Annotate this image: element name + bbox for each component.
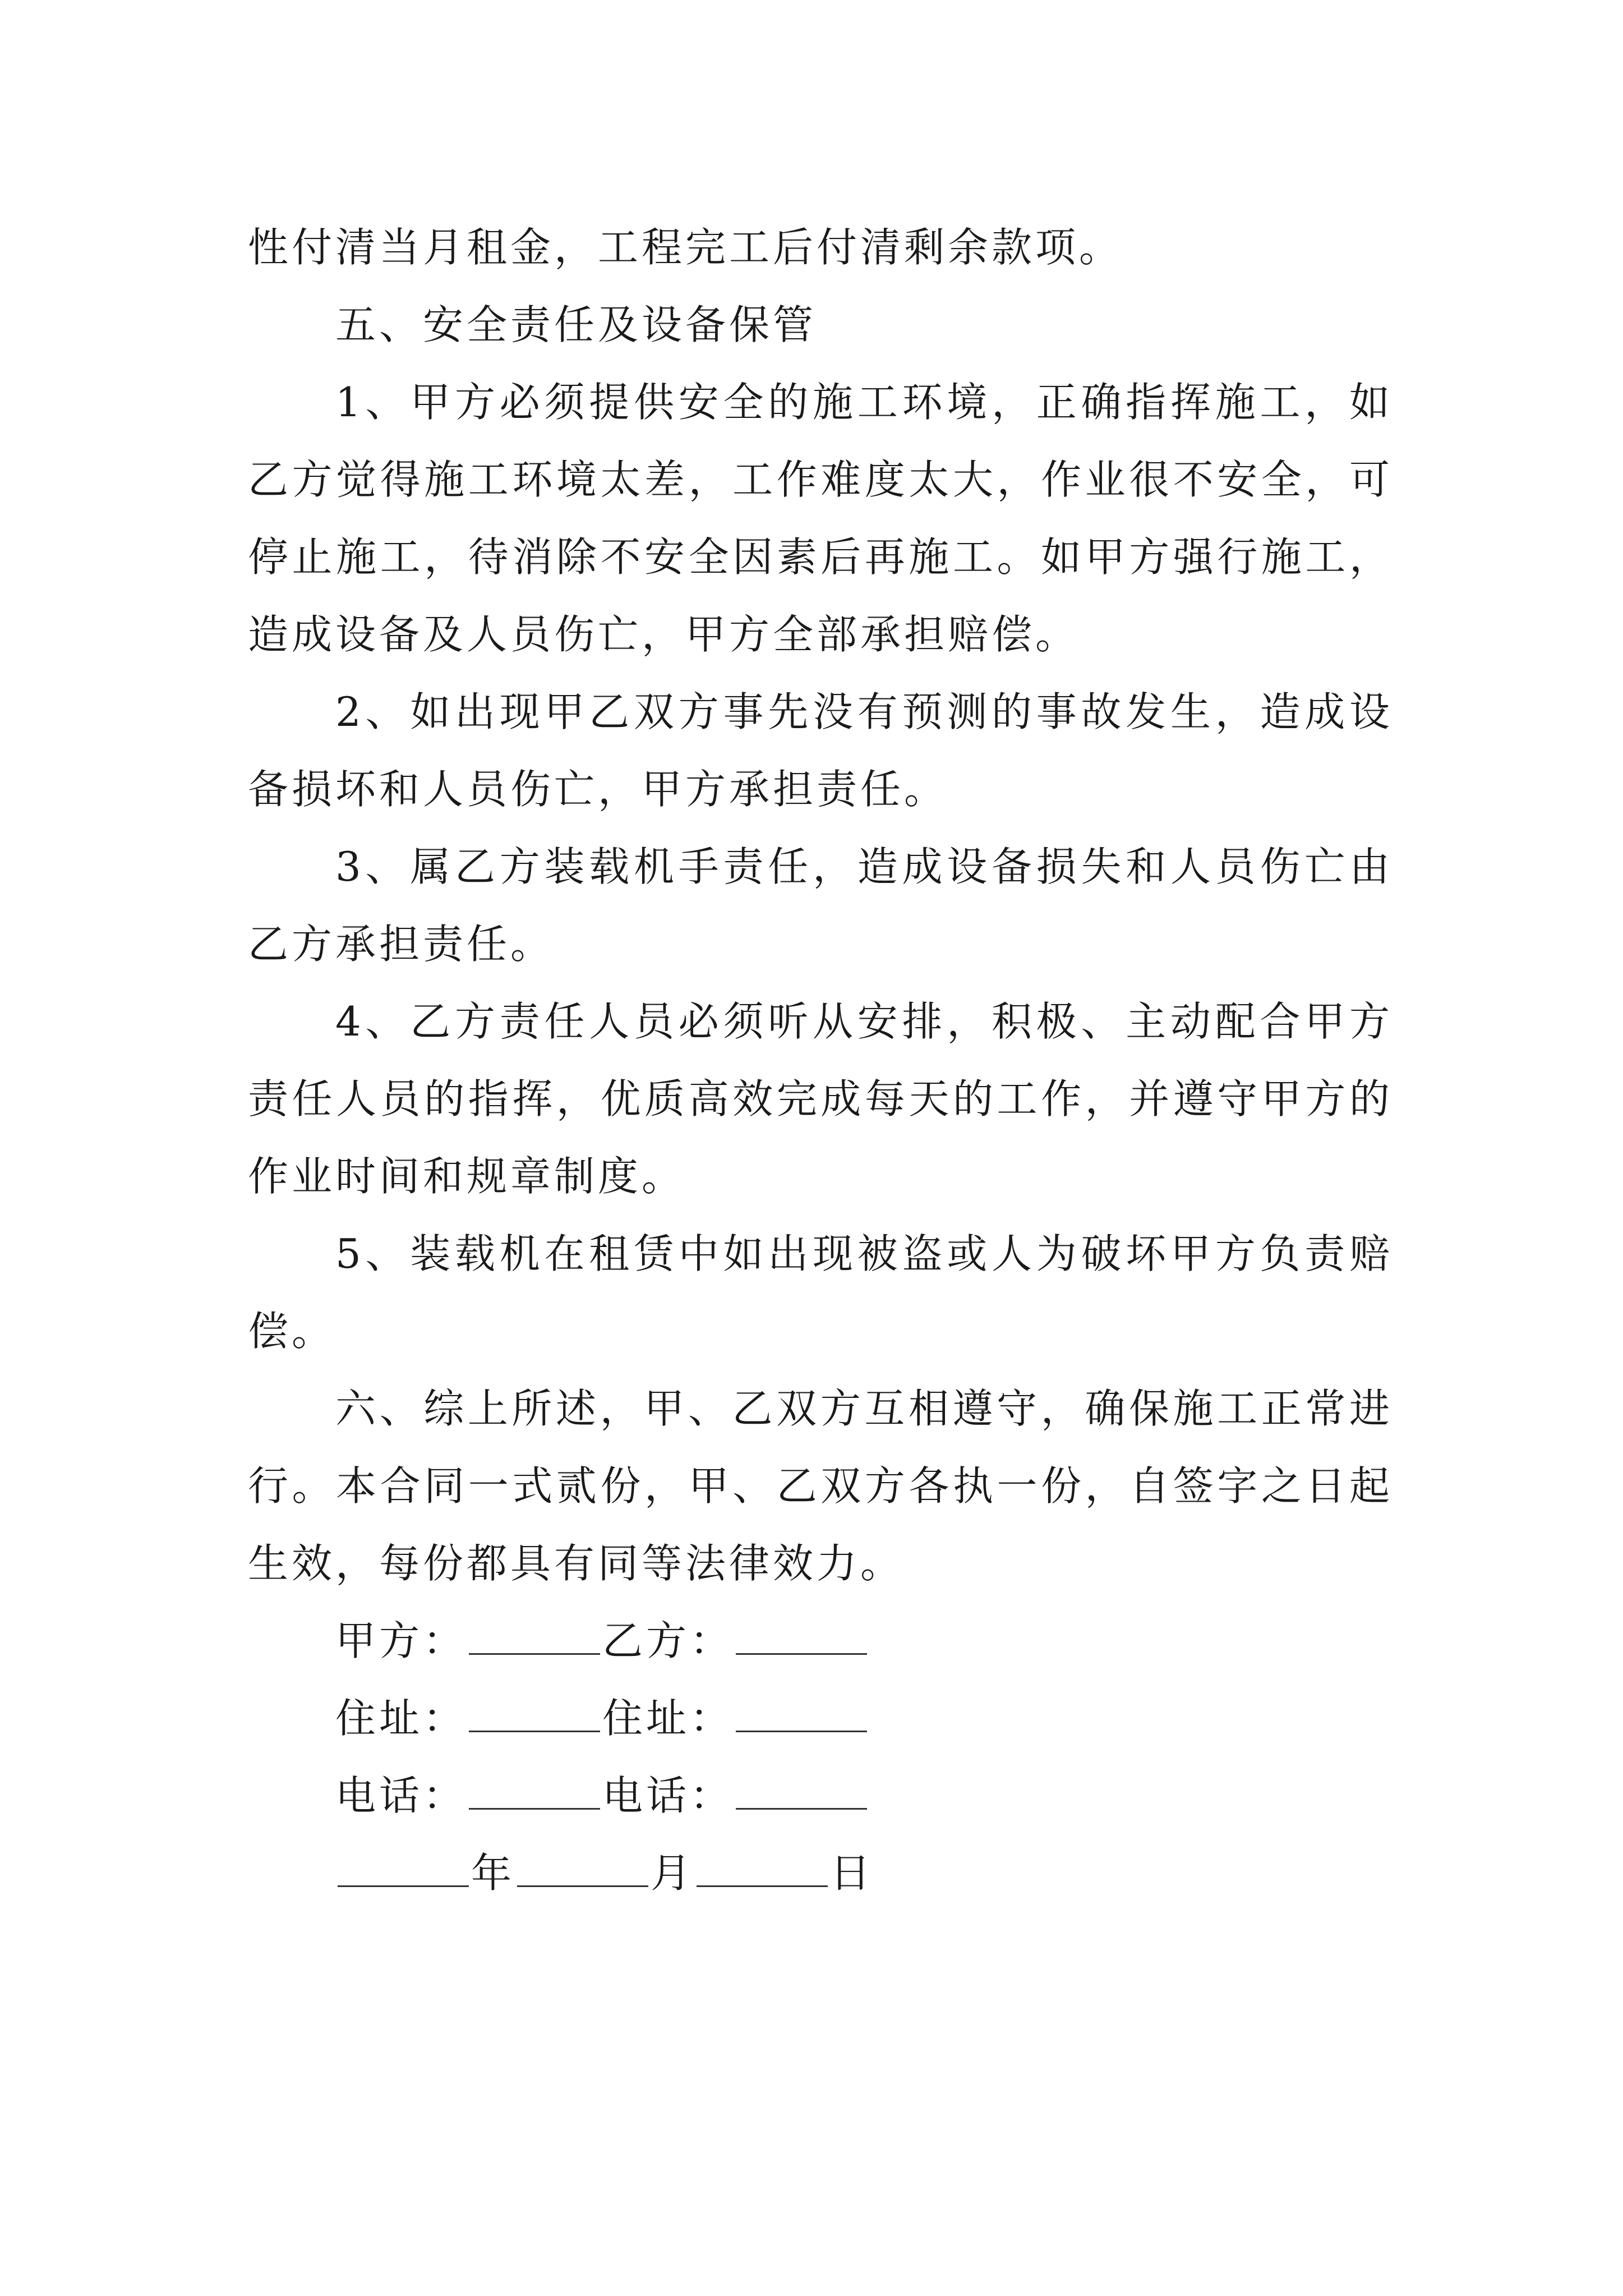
party-b-label: 乙方： [602,1617,734,1664]
clause-3: 3、属乙方装载机手责任，造成设备损失和人员伤亡由乙方承担责任。 [248,843,1393,968]
party-b-blank[interactable] [736,1613,867,1655]
signature-phone-line [335,1757,1393,1834]
address-b-blank[interactable] [736,1690,867,1732]
party-a-blank[interactable] [469,1613,600,1655]
clause-2: 2、如出现甲乙双方事先没有预测的事故发生，造成设备损坏和人员伤亡，甲方承担责任。 [248,688,1393,813]
phone-b-blank[interactable] [736,1768,867,1810]
address-a-label: 住址： [335,1695,467,1742]
signature-date-line [335,1834,1393,1912]
clause-1: 1、甲方必须提供安全的施工环境，正确指挥施工，如乙方觉得施工环境太差，工作难度太大，作业很不安全，可停止施工，待消除不安全因素后再施工。如甲方强行施工，造成设备及人员伤亡，甲方全部承担赔偿。 [248,379,1393,658]
signature-address-line [335,1680,1393,1757]
day-label: 日 [830,1849,874,1897]
day-blank[interactable] [697,1845,828,1887]
month-blank[interactable] [517,1845,648,1887]
document-body [248,209,1393,1912]
clause-5: 5、装载机在租赁中如出现被盗或人为破坏甲方负责赔偿。 [248,1230,1393,1355]
section-six-summary: 六、综上所述，甲、乙双方互相遵守，确保施工正常进行。本合同一式贰份，甲、乙双方各执一份，自签字之日起生效，每份都具有同等法律效力。 [248,1385,1393,1587]
address-b-label: 住址： [602,1695,734,1742]
clause-4: 4、乙方责任人员必须听从安排，积极、主动配合甲方责任人员的指挥，优质高效完成每天的工作，并遵守甲方的作业时间和规章制度。 [248,998,1393,1200]
phone-a-blank[interactable] [469,1768,600,1810]
signature-block [248,1602,1393,1912]
signature-party-line [335,1602,1393,1680]
phone-a-label: 电话： [335,1772,467,1819]
phone-b-label: 电话： [602,1772,734,1819]
year-label: 年 [471,1849,515,1897]
paragraph-payment-terms: 性付清当月租金，工程完工后付清剩余款项。 [248,224,1123,271]
party-a-label: 甲方： [335,1617,467,1664]
section-heading-safety: 五、安全责任及设备保管 [335,301,817,348]
year-blank[interactable] [338,1845,469,1887]
address-a-blank[interactable] [469,1690,600,1732]
month-label: 月 [651,1849,695,1897]
